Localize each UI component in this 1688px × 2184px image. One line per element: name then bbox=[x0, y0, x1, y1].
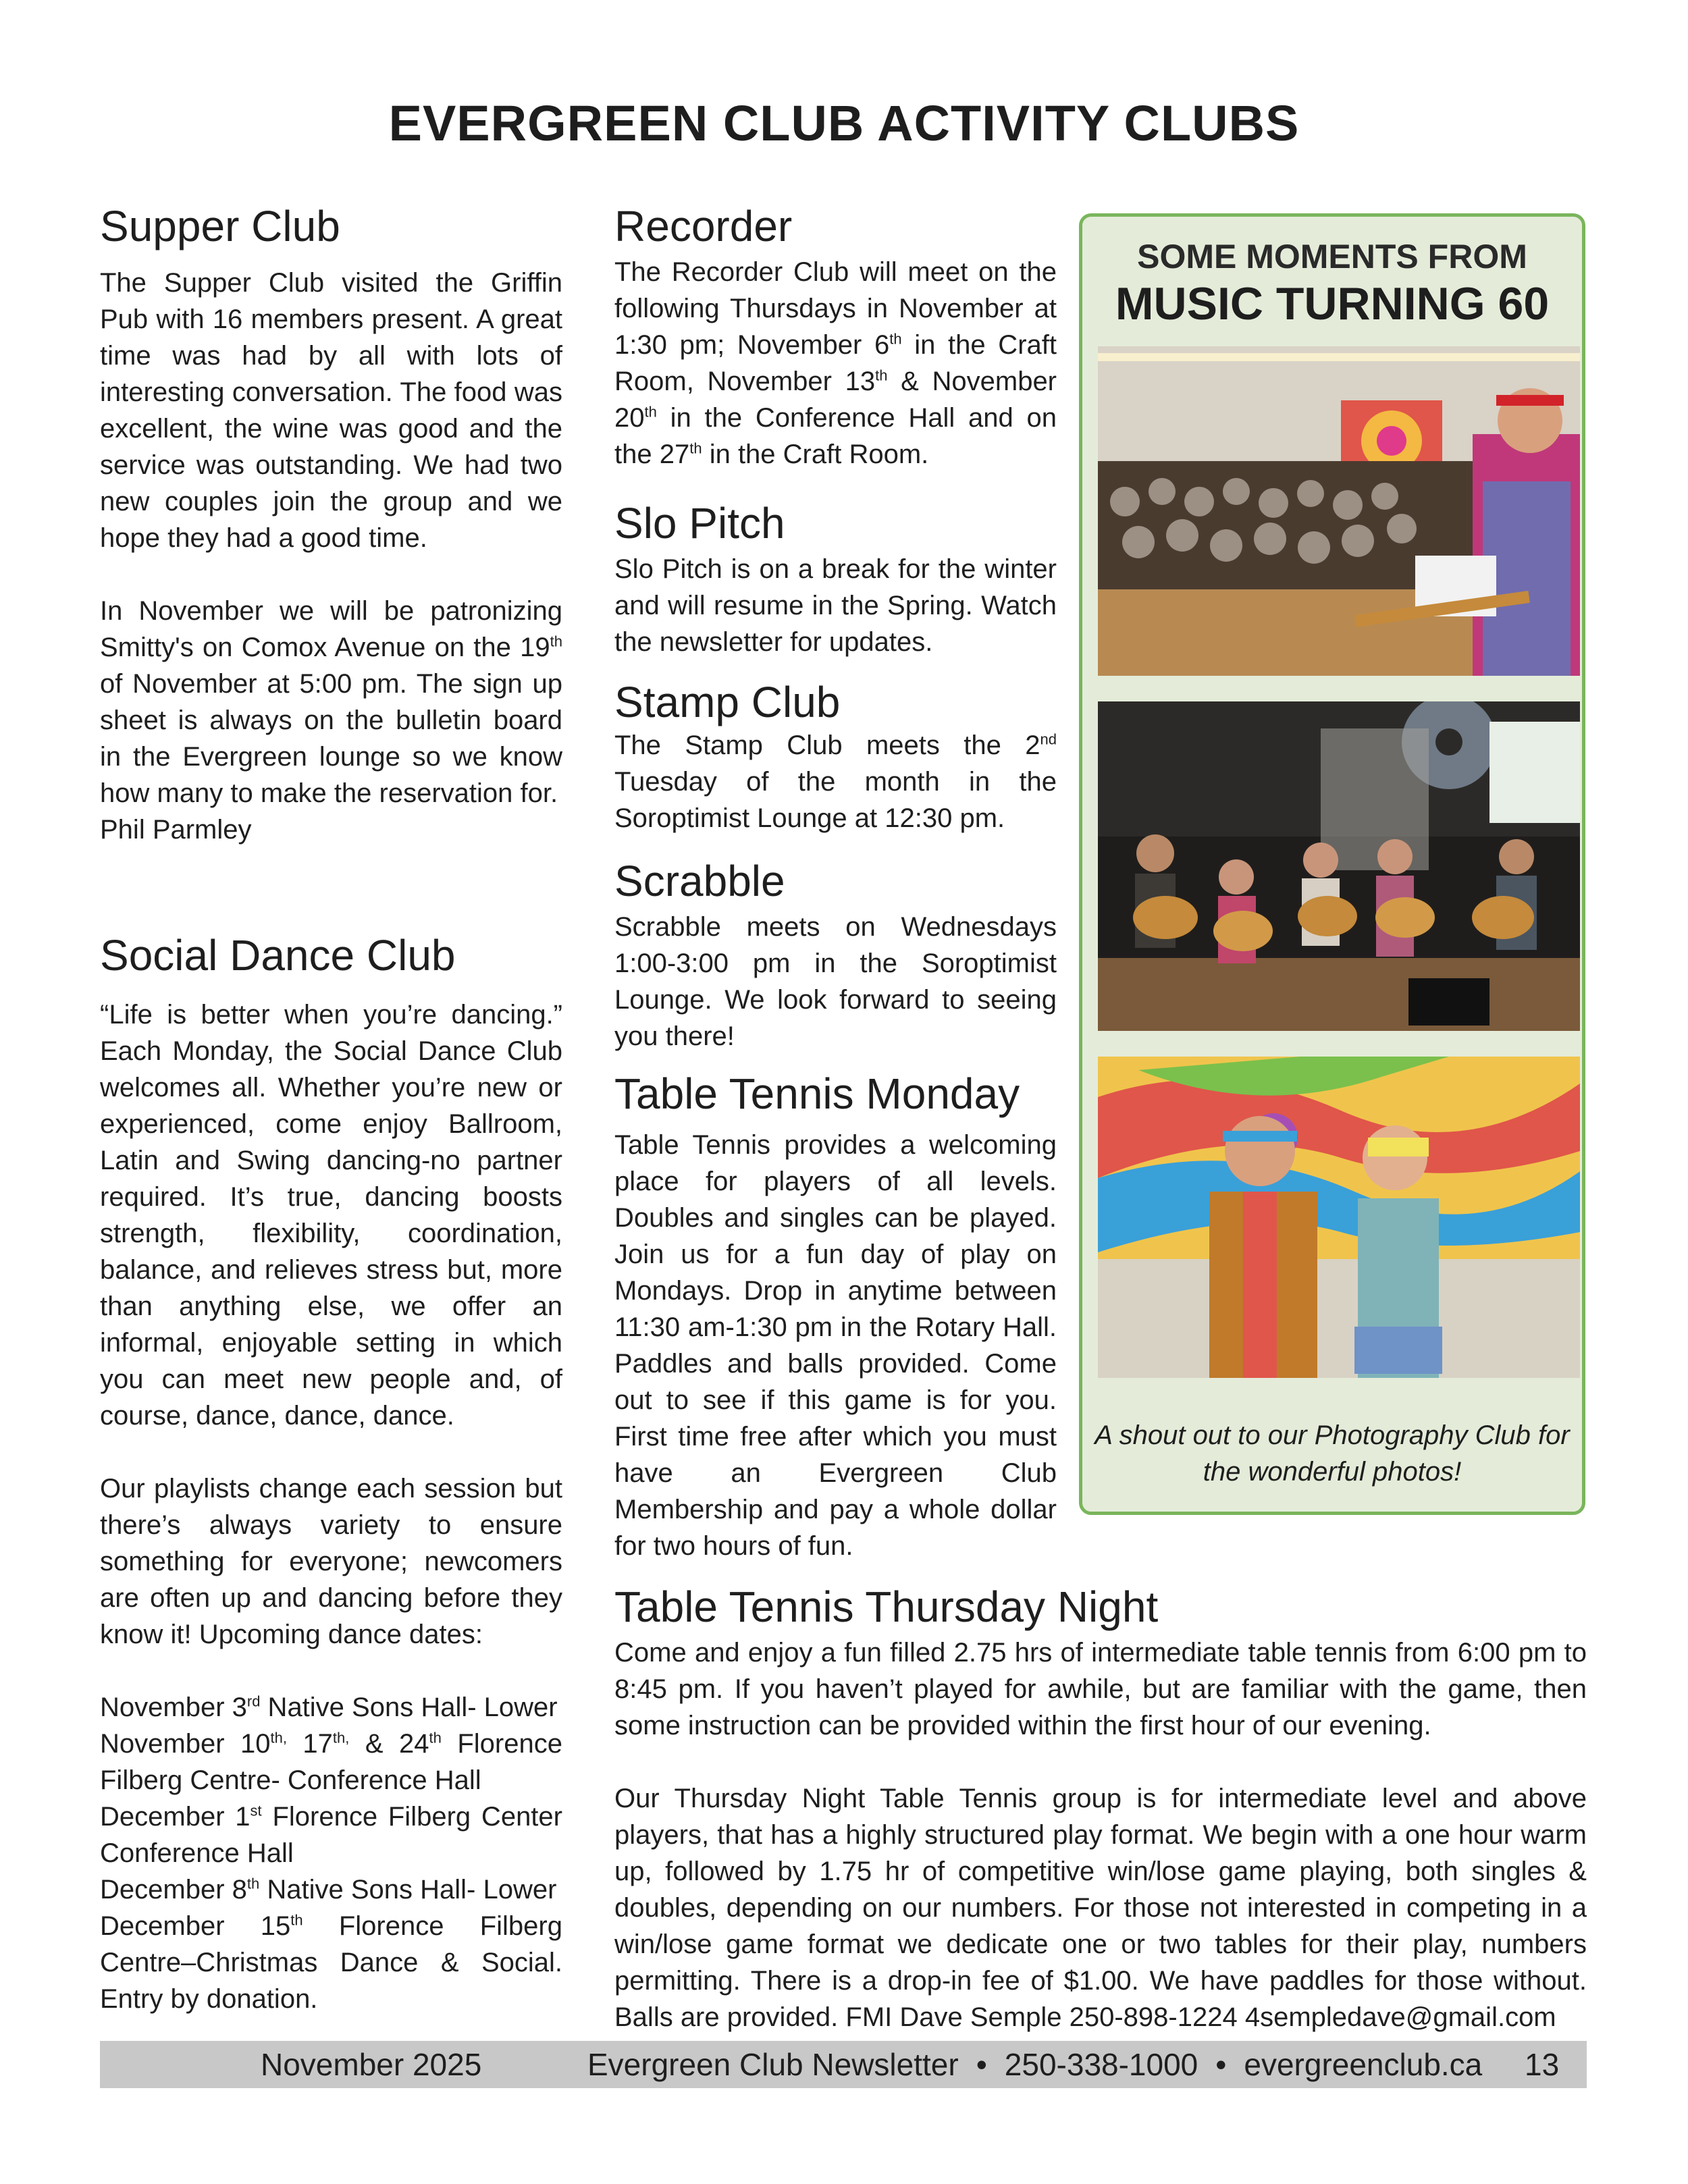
slo-pitch-section bbox=[614, 500, 1057, 660]
slo-pitch-body: Slo Pitch is on a break for the winter and will resume in the Spring. Watch the newsletter for updates. bbox=[614, 554, 1057, 658]
page-footer bbox=[100, 2041, 1587, 2088]
tt-monday-heading: Table Tennis Monday bbox=[614, 1069, 1020, 1118]
social-dance-heading: Social Dance Club bbox=[100, 931, 456, 980]
tt-thursday-para2: Our Thursday Night Table Tennis group is for intermediate level and above players, that has a highly structured play format. We begin with a one hour warm up, followed by 1.75 hr of competitive win/lose game playing, both singles & doubles, depending on our numbers. For those not interested in competing in a win/lose game format we dedicate one or two tables for their play, numbers permitting. There is a drop-in fee of $1.00. We have paddles for those without. Balls are provided. FMI Dave Semple 250-898-1224 4sempledave@gmail.com bbox=[614, 1784, 1587, 2033]
tt-thursday-heading: Table Tennis Thursday Night bbox=[614, 1582, 1159, 1631]
tt-monday-section bbox=[614, 1070, 1057, 1564]
dance-date-1: November 3rd Native Sons Hall- Lower bbox=[100, 1693, 558, 1723]
dance-date-3: December 1st Florence Filberg Center Conference Hall bbox=[100, 1802, 562, 1869]
stamp-club-section bbox=[614, 678, 1057, 836]
footer-website: evergreenclub.ca bbox=[1244, 2047, 1483, 2082]
stamp-club-heading: Stamp Club bbox=[614, 678, 841, 726]
dance-date-5: December 15th Florence Filberg Centre–Christmas Dance & Social. Entry by donation. bbox=[100, 1911, 562, 2015]
recorder-heading: Recorder bbox=[614, 202, 793, 250]
footer-phone: 250-338-1000 bbox=[1004, 2047, 1198, 2082]
photo-hippie-couple bbox=[1098, 1057, 1580, 1378]
social-dance-para1: “Life is better when you’re dancing.” Each Monday, the Social Dance Club welcomes all. Whether you’re new or experienced, come enjoy Ballroom, Latin and Swing dancing-no partner required. It’s true, dancing boosts strength, flexibility, coordination, balance, and relieves stress but, more than anything else, we offer an informal, enjoyable setting in which you can meet new people and, of course, dance, dance, dance. bbox=[100, 1000, 562, 1431]
footer-separator-1: • bbox=[976, 2047, 987, 2082]
sidebar-title: MUSIC TURNING 60 bbox=[1115, 278, 1550, 329]
photo-audience-guitarist bbox=[1098, 346, 1580, 676]
supper-club-para2: In November we will be patronizing Smitty's on Comox Avenue on the 19th of November at 5:00 pm. The sign up sheet is always on the bulletin board in the Evergreen lounge so we know how many to make the reservation for. bbox=[100, 596, 562, 809]
supper-club-para1: The Supper Club visited the Griffin Pub with 16 members present. A great time was had by all with lots of interesting conversation. The food was excellent, the wine was good and the service was outstanding. We had two new couples join the group and we hope they had a good time. bbox=[100, 268, 562, 554]
supper-club-section bbox=[100, 203, 562, 848]
footer-info bbox=[587, 2046, 1482, 2083]
photo-guitar-band bbox=[1098, 701, 1580, 1031]
slo-pitch-heading: Slo Pitch bbox=[614, 499, 785, 548]
recorder-body: The Recorder Club will meet on the following Thursdays in November at 1:30 pm; November 6th in the Craft Room, November 13th & November 20th in the Conference Hall and on the 27th in the Craft Room. bbox=[614, 257, 1057, 470]
supper-club-heading: Supper Club bbox=[100, 202, 340, 250]
supper-club-signature: Phil Parmley bbox=[100, 815, 252, 845]
scrabble-body: Scrabble meets on Wednesdays 1:00-3:00 pm in the Soroptimist Lounge. We look forward to seeing you there! bbox=[614, 912, 1057, 1052]
tt-monday-body: Table Tennis provides a welcoming place for players of all levels. Doubles and singles can be played. Join us for a fun day of play on Mondays. Drop in anytime between 11:30 am-1:30 pm in the Rotary Hall. Paddles and balls provided. Come out to see if this game is for you. First time free after which you must have an Evergreen Club Membership and pay a whole dollar for two hours of fun. bbox=[614, 1130, 1057, 1562]
dance-date-2: November $10^{th,}$ $17^{th,}$ & 24th Florence Filberg Centre- Conference Hall bbox=[100, 1729, 562, 1796]
scrabble-heading: Scrabble bbox=[614, 857, 785, 905]
scrabble-section bbox=[614, 857, 1057, 1055]
tt-thursday-para1: Come and enjoy a fun filled 2.75 hrs of intermediate table tennis from 6:00 pm to 8:45 pm. If you haven’t played for awhile, but are familiar with the game, then some instruction can be provided within the first hour of our evening. bbox=[614, 1638, 1587, 1741]
recorder-section bbox=[614, 203, 1057, 473]
social-dance-para2: Our playlists change each session but there’s always variety to ensure something for everyone; newcomers are often up and dancing before they know it! Upcoming dance dates: bbox=[100, 1474, 562, 1650]
photo-credit-caption: A shout out to our Photography Club for the wonderful photos! bbox=[1094, 1420, 1570, 1487]
footer-newsletter: Evergreen Club Newsletter bbox=[587, 2047, 959, 2082]
stamp-club-body: The Stamp Club meets the 2nd Tuesday of the month in the Soroptimist Lounge at 12:30 pm. bbox=[614, 730, 1057, 834]
music-turning-60-sidebar bbox=[1079, 213, 1585, 1515]
sidebar-kicker: SOME MOMENTS FROM bbox=[1137, 238, 1527, 275]
tt-thursday-section bbox=[614, 1583, 1587, 2035]
footer-separator-2: • bbox=[1215, 2047, 1227, 2082]
page-title: EVERGREEN CLUB ACTIVITY CLUBS bbox=[388, 95, 1300, 151]
page-number: 13 bbox=[1525, 2047, 1560, 2082]
footer-date: November 2025 bbox=[261, 2047, 482, 2082]
social-dance-section bbox=[100, 932, 562, 2017]
dance-date-4: December 8th Native Sons Hall- Lower bbox=[100, 1875, 557, 1905]
